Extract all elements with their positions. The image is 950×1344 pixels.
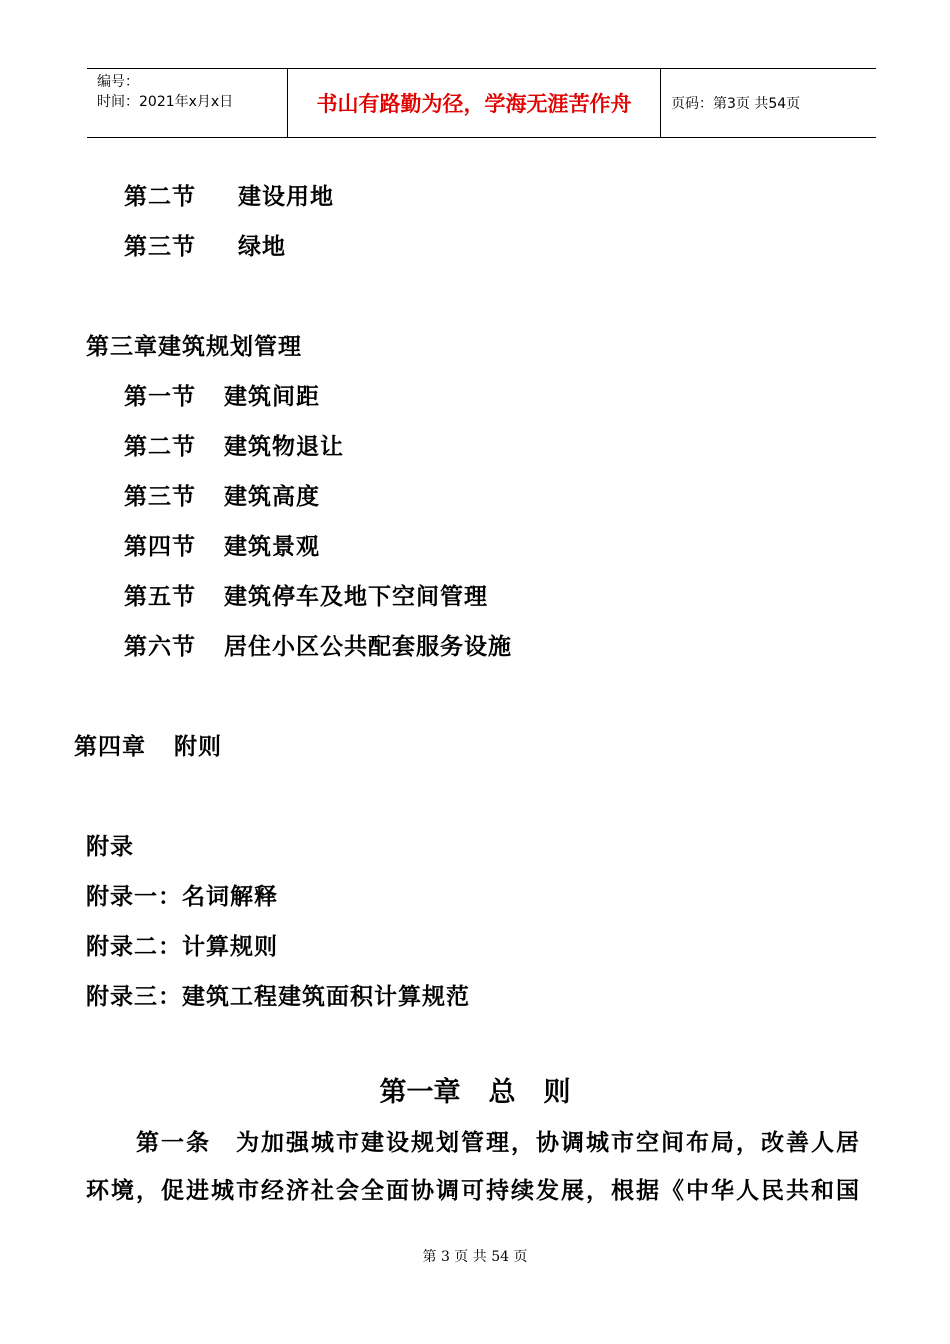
toc-appendix-item-1: 附录一：名词解释 [86,883,278,910]
page-header [87,68,876,138]
toc-ch3-section1: 第一节 建筑间距 [124,383,320,410]
toc-chapter4: 第四章 附则 [74,733,222,760]
header-page-number: 页码：第3页 共54页 [671,96,801,112]
article1-line1: 第一条 为加强城市建设规划管理，协调城市空间布局，改善人居 [136,1129,861,1156]
header-motto: 书山有路勤为径，学海无涯苦作舟 [287,69,661,137]
toc-ch3-section3: 第三节 建筑高度 [124,483,320,510]
toc-ch2-section2: 第二节 建设用地 [124,183,334,210]
toc-chapter3: 第三章建筑规划管理 [86,333,302,360]
chapter1-title: 第一章 总 则 [379,1077,571,1108]
toc-appendix-item-3: 附录三：建筑工程建筑面积计算规范 [86,983,470,1010]
toc-appendix-item-2: 附录二：计算规则 [86,933,278,960]
toc-ch3-section4: 第四节 建筑景观 [124,533,320,560]
document-number-label: 编号： [97,74,139,90]
page-footer: 第 3 页 共 54 页 [422,1249,528,1265]
toc-ch3-section6: 第六节 居住小区公共配套服务设施 [124,633,512,660]
toc-ch3-section2: 第二节 建筑物退让 [124,433,344,460]
article1-line2: 环境，促进城市经济社会全面协调可持续发展，根据《中华人民共和国 [86,1177,861,1204]
toc-ch2-section3: 第三节 绿地 [124,233,286,260]
toc-ch3-section5: 第五节 建筑停车及地下空间管理 [124,583,488,610]
header-meta [87,69,287,137]
toc-appendix: 附录 [86,833,134,860]
document-time-label: 时间：2021年x月x日 [97,94,234,110]
